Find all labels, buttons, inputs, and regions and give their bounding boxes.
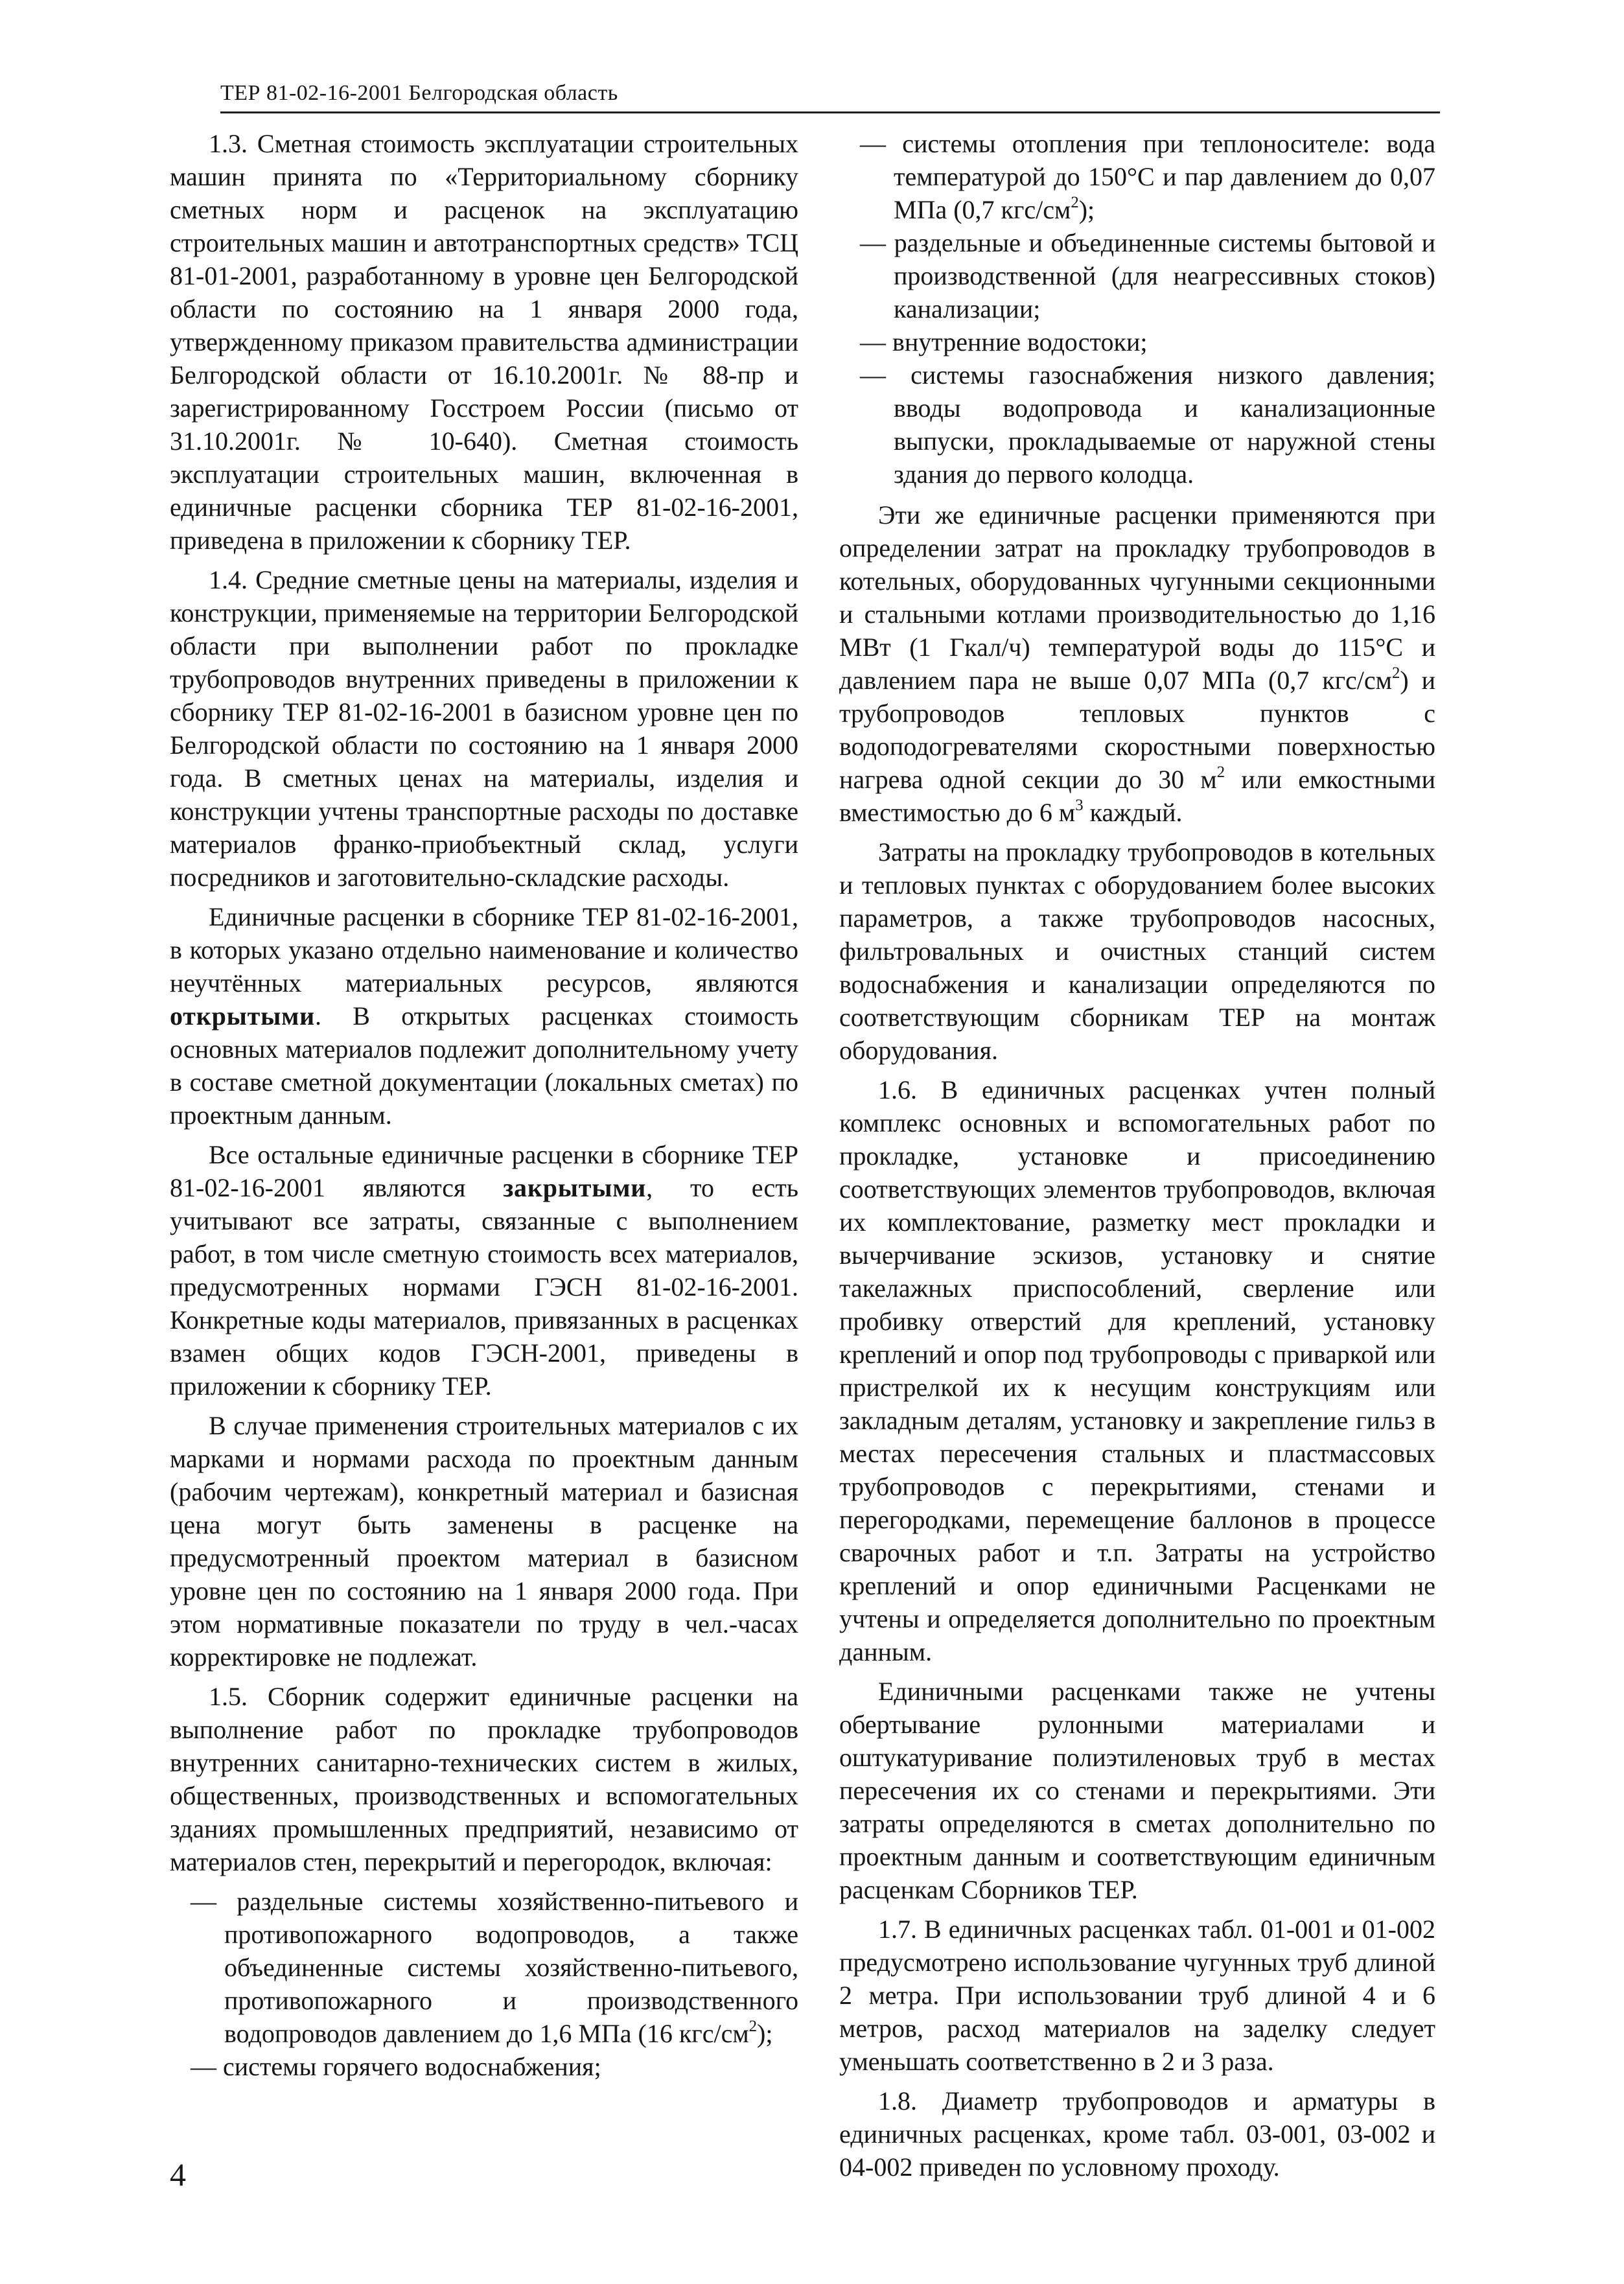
paragraph-1-6: 1.6. В единичных расценках учтен полный комплекс основных и вспомогательных работ по прокладке, установке и присоединению соответствующих элементов трубопроводов, включая их комплектование, разметку мест прокладки и вычерчивание эскизов, установку и снятие такелажных приспособлений, сверление или пробивку отверстий для креплений, установку креплений и опор под трубопроводы с приваркой или пристрелкой их к несущим конструкциям или закладным деталям, установку и закрепление гильз в местах пересечения стальных и пластмассовых трубопроводов с перекрытиями, стенами и перегородками, перемещение баллонов в процессе сварочных работ и т.п. Затраты на устройство креплений и опор единичными Расценками не учтены и определяется дополнительно по проектным данным. bbox=[839, 1075, 1435, 1666]
list-item-water-supply bbox=[170, 1885, 798, 2050]
superscript: 2 bbox=[748, 2018, 758, 2036]
right-column bbox=[839, 127, 1435, 2190]
text-fragment: Все остальные единичные расценки в сборнике ТЕР 81-02-16-2001 являются bbox=[170, 1140, 798, 1202]
superscript: 2 bbox=[1216, 763, 1225, 782]
text-fragment: Эти же единичные расценки применяются при определении затрат на прокладку трубопроводов в котельных, оборудованных чугунными секционными и стальными котлами производительностью до 1,16 МВт (1 Гкал/ч) температурой воды до 115°С и давлением пара не выше 0,07 МПа (0,7 кгс/см bbox=[839, 500, 1435, 695]
superscript: 2 bbox=[1071, 194, 1079, 212]
text-fragment: — системы отопления при теплоносителе: вода температурой до 150°С и пар давлением до 0,07 МПа (0,7 кгс/см bbox=[860, 129, 1435, 224]
text-fragment: , то есть учитывают все затраты, связанные с выполнением работ, в том числе сметную стоимость всех материалов, предусмотренных нормами ГЭСН 81-02-16-2001. Конкретные коды материалов, привязанных в расценках взамен общих кодов ГЭСН-2001, приведены в приложении к сборнику ТЕР. bbox=[170, 1173, 798, 1401]
paragraph-1-5: 1.5. Сборник содержит единичные расценки на выполнение работ по прокладке трубопроводов внутренних санитарно-технических систем в жилых, общественных, производственных и вспомогательных зданиях промышленных предприятий, независимо от материалов стен, перекрытий и перегородок, включая: bbox=[170, 1682, 798, 1876]
text-fragment: ); bbox=[1078, 195, 1095, 224]
paragraph-wrapping: Единичными расценками также не учтены обертывание рулонными материалами и оштукатуривание полиэтиленовых труб в местах пересечения их со стенами и перекрытиями. Эти затраты определяются в сметах дополнительно по проектным данным и соответствующим единичным расценкам Сборников ТЕР. bbox=[839, 1677, 1435, 1904]
paragraph-high-params: Затраты на прокладку трубопроводов в котельных и тепловых пунктах с оборудованием более высоких параметров, а также трубопроводов насосных, фильтровальных и очистных станций систем водоснабжения и канализации определяются по соответствующим сборникам ТЕР на монтаж оборудования. bbox=[839, 837, 1435, 1065]
page-number: 4 bbox=[170, 2156, 186, 2193]
text-fragment: ); bbox=[757, 2019, 773, 2048]
text-fragment: — раздельные системы хозяйственно-питьевого и противопожарного водопроводов, а также объединенные системы хозяйственно-питьевого, противопожарного и производственного водопроводов давлением до 1,6 МПа (16 кгс/см bbox=[191, 1887, 798, 2048]
paragraph-1-3: 1.3. Сметная стоимость эксплуатации строительных машин принята по «Территориальному сборнику сметных норм и расценок на эксплуатацию строительных машин и автотранспортных средств» ТСЦ 81-01-2001, разработанному в уровне цен Белгородской области по состоянию на 1 января 2000 года, утвержденному приказом правительства администрации Белгородской области от 16.10.2001г. № 88-пр и зарегистрированному Госстроем России (письмо от 31.10.2001г. № 10-640). Сметная стоимость эксплуатации строительных машин, включенная в единичные расценки сборника ТЕР 81-02-16-2001, приведена в приложении к сборнику ТЕР. bbox=[170, 129, 798, 555]
superscript: 3 bbox=[1075, 797, 1084, 815]
text-fragment: . В открытых расценках стоимость основных материалов подлежит дополнительному учету в составе сметной документации (локальных сметах) по проектным данным. bbox=[170, 1001, 798, 1130]
paragraph-1-4: 1.4. Средние сметные цены на материалы, изделия и конструкции, применяемые на территории Белгородской области при выполнении работ по прокладке трубопроводов внутренних приведены в приложении к сборнику ТЕР 81-02-16-2001 в базисном уровне цен по Белгородской области по состоянию на 1 января 2000 года. В сметных ценах на материалы, изделия и конструкции учтены транспортные расходы по доставке материалов франко-приобъектный склад, услуги посредников и заготовительно-складские расходы. bbox=[170, 565, 798, 892]
text-fragment: Единичные расценки в сборнике ТЕР 81-02-16-2001, в которых указано отдельно наименование и количество неучтённых материальных ресурсов, являются bbox=[170, 902, 798, 997]
paragraph-1-8: 1.8. Диаметр трубопроводов и арматуры в единичных расценках, кроме табл. 03-001, 03-002 и 04-002 приведен по условному проходу. bbox=[839, 2086, 1435, 2182]
paragraph-materials: В случае применения строительных материалов с их марками и нормами расхода по проектным данным (рабочим чертежам), конкретный материал и базисная цена могут быть заменены в расценке на предусмотренный проектом материал в базисном уровне цен по состоянию на 1 января 2000 года. При этом нормативные показатели по труду в чел.-часах корректировке не подлежат. bbox=[170, 1411, 798, 1672]
term-closed: закрытыми bbox=[503, 1173, 647, 1202]
list-item-gas: — системы газоснабжения низкого давления; вводы водопровода и канализационные выпуски, прокладываемые от наружной стены здания до первого колодца. bbox=[860, 360, 1435, 489]
list-item-sewerage: — раздельные и объединенные системы бытовой и производственной (для неагрессивных стоков) канализации; bbox=[860, 228, 1435, 323]
superscript: 2 bbox=[1391, 664, 1400, 682]
running-header: ТЕР 81-02-16-2001 Белгородская область bbox=[220, 78, 1440, 113]
text-fragment: ) и трубопроводов тепловых пунктов с водоподогревателями скоростными поверхностью нагрева одной секции до 30 м bbox=[839, 666, 1436, 794]
list-item-hot-water: — системы горячего водоснабжения; bbox=[191, 2052, 601, 2081]
paragraph-1-7: 1.7. В единичных расценках табл. 01-001 и 01-002 предусмотрено использование чугунных труб длиной 2 метра. При использовании труб длиной 4 и 6 метров, расход материалов на заделку следует уменьшать соответственно в 2 и 3 раза. bbox=[839, 1915, 1435, 2076]
term-open: открытыми bbox=[170, 1001, 316, 1031]
list-item-drains: — внутренние водостоки; bbox=[860, 327, 1148, 356]
left-column bbox=[170, 127, 798, 2083]
text-fragment: или емкостными вместимостью до 6 м bbox=[839, 765, 1435, 827]
paragraph-boilers bbox=[839, 498, 1435, 829]
text-fragment: каждый. bbox=[1083, 798, 1183, 827]
list-item-heating bbox=[839, 127, 1435, 226]
paragraph-closed-rates bbox=[170, 1138, 798, 1403]
paragraph-open-rates bbox=[170, 900, 798, 1132]
